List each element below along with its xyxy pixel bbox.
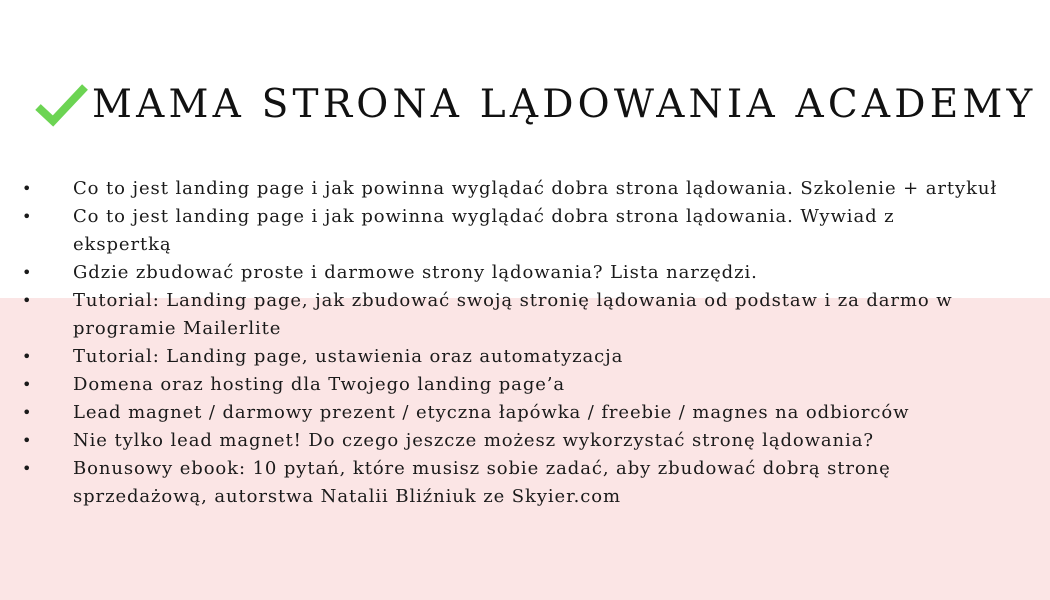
- bullet: •: [22, 291, 33, 310]
- list-item-text: Nie tylko lead magnet! Do czego jeszcze możesz wykorzystać stronę lądowania?: [73, 430, 874, 451]
- list-item: [0, 343, 1050, 371]
- list-item: [0, 203, 1050, 259]
- list-item-text: Co to jest landing page i jak powinna wyglądać dobra strona lądowania. Szkolenie + artykuł: [73, 178, 998, 199]
- list-item: [0, 455, 1050, 511]
- list-item: [0, 259, 1050, 287]
- bullet: •: [22, 207, 33, 226]
- list-item-text: Bonusowy ebook: 10 pytań, które musisz sobie zadać, aby zbudować dobrą stronę sprzedażową, autorstwa Natalii Bliźniuk ze Skyier.com: [73, 458, 891, 507]
- lesson-list: [0, 175, 1050, 511]
- checkmark-icon: [34, 77, 92, 131]
- list-item-text: Co to jest landing page i jak powinna wyglądać dobra strona lądowania. Wywiad z ekspertką: [73, 206, 895, 255]
- bullet: •: [22, 431, 33, 450]
- list-item: [0, 427, 1050, 455]
- list-item: [0, 371, 1050, 399]
- list-item-text: Lead magnet / darmowy prezent / etyczna łapówka / freebie / magnes na odbiorców: [73, 402, 910, 423]
- bullet: •: [22, 403, 33, 422]
- list-item-text: Tutorial: Landing page, jak zbudować swoją stronię lądowania od podstaw i za darmo w programie Mailerlite: [73, 290, 953, 339]
- bullet: •: [22, 375, 33, 394]
- list-item: [0, 287, 1050, 343]
- list-item: [0, 399, 1050, 427]
- bullet: •: [22, 347, 33, 366]
- bullet: •: [22, 263, 33, 282]
- bullet: •: [22, 459, 33, 478]
- list-item-text: Domena oraz hosting dla Twojego landing page’a: [73, 374, 566, 395]
- list-item-text: Gdzie zbudować proste i darmowe strony lądowania? Lista narzędzi.: [73, 262, 758, 283]
- bullet: •: [22, 179, 33, 198]
- page-header: [34, 74, 1036, 134]
- page-title: MAMA STRONA LĄDOWANIA ACADEMY: [92, 81, 1037, 127]
- list-item: [0, 175, 1050, 203]
- list-item-text: Tutorial: Landing page, ustawienia oraz automatyzacja: [73, 346, 624, 367]
